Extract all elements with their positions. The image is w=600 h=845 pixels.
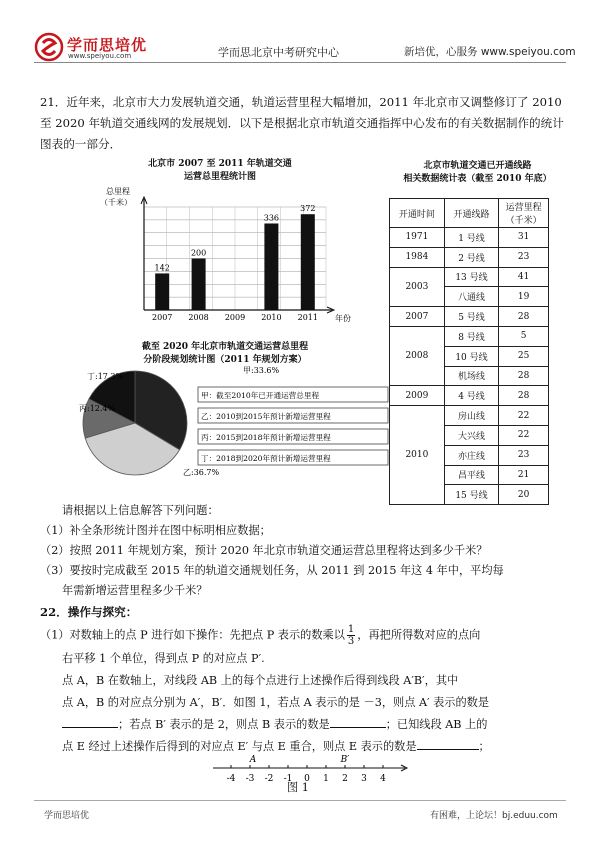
pie-legend-entry: 甲：截至2010年已开通运营总里程 <box>201 391 320 400</box>
answer-blank-1[interactable] <box>62 727 118 728</box>
pie-legend-entry: 乙：2010到2015年预计新增运营里程 <box>201 412 331 421</box>
footer-divider <box>34 800 566 801</box>
q21-intro: 21．近年来，北京市大力发展轨道交通，轨道运营里程大幅增加，2011 年北京市又调整修订了 2010 至 2020 年轨道交通线网的发展规划．以下是根据北京市轨道交通指挥中心发布的有关数据制作的统计图表的一部分． <box>40 95 564 151</box>
number-line-tick-label: 0 <box>304 774 310 784</box>
table-cell-year: 2003 <box>390 267 445 307</box>
table-cell-km: 41 <box>499 267 549 287</box>
pie-legend-entry: 丁：2018到2020年预计新增运营里程 <box>201 454 331 463</box>
q21-sub1: （1）补全条形统计图并在图中标明相应数据； <box>40 524 271 537</box>
table-header-km <box>499 199 549 228</box>
pie-chart-title-line1: 截至 2020 年北京市轨道交通运营总里程 <box>141 342 309 352</box>
table-cell-line: 4 号线 <box>444 386 498 406</box>
table-header-year: 开通时间 <box>390 199 445 228</box>
pie-slice-label: 丁:17.3% <box>87 372 124 381</box>
answer-blank-3[interactable] <box>417 749 479 750</box>
q21-sub2: （2）按照 2011 年规划方案，预计 2020 年北京市轨道交通运营总里程将达到多少千米？ <box>40 544 488 557</box>
number-line-tick-label: -2 <box>264 774 274 784</box>
table-cell-line: 15 号线 <box>444 485 498 505</box>
pie-slice-label: 甲:33.6% <box>243 366 280 375</box>
table-row <box>390 267 549 287</box>
number-line-tick-label: -4 <box>226 774 236 784</box>
table-cell-line: 8 号线 <box>444 326 498 346</box>
table-cell-line: 昌平线 <box>444 465 498 485</box>
bar-chart-title <box>120 158 320 184</box>
table-row <box>390 307 549 327</box>
pie-chart-slices <box>83 371 187 475</box>
figure-caption: 图 1 <box>287 781 309 794</box>
lines-table <box>389 198 549 505</box>
q21-sub3-line1: （3）要按时完成截至 2015 年的轨道交通规划任务，从 2011 到 2015 年这 4 年中，平均每 <box>40 564 504 577</box>
table-cell-year: 2009 <box>390 386 445 406</box>
table-cell-line: 2 号线 <box>444 247 498 267</box>
q21-prompt: 请根据以上信息解答下列问题： <box>62 504 219 517</box>
pie-legend-entry: 丙：2015到2018年预计新增运营里程 <box>201 433 331 442</box>
bar-chart-title-line2: 运营总里程统计图 <box>183 172 256 182</box>
bar-chart-title-line1: 北京市 2007 至 2011 年轨道交通 <box>148 159 292 169</box>
number-line-tick-label: -1 <box>283 774 293 784</box>
bar-xlabel: 年份 <box>335 314 351 323</box>
brand-logo <box>34 30 184 64</box>
table-header-km-line2: （千米） <box>505 216 542 226</box>
header-divider <box>34 62 566 63</box>
bar-2008 <box>192 259 206 311</box>
table-cell-km: 5 <box>499 326 549 346</box>
q22-line6-text: 点 E 经过上述操作后得到的对应点 E′ 与点 E 重合，则点 E 表示的数是 <box>62 740 417 753</box>
table-cell-km: 28 <box>499 386 549 406</box>
number-line-tick-label: 1 <box>323 774 329 784</box>
bar-chart-grid <box>144 207 326 310</box>
bar-value-label: 142 <box>154 263 170 273</box>
table-cell-line: 机场线 <box>444 366 498 386</box>
answer-blank-2[interactable] <box>330 727 386 728</box>
table-cell-year: 2007 <box>390 307 445 327</box>
table-cell-km: 31 <box>499 228 549 248</box>
brand-name: 学而思培优 <box>67 36 148 54</box>
q22-line1-b: ，再把所得数对应的点向 <box>357 628 481 642</box>
bar-category-label: 2011 <box>297 313 318 322</box>
pie-slice-label: 丙:12.4% <box>79 404 116 413</box>
table-cell-line: 房山线 <box>444 406 498 426</box>
pie-slice-label: 乙:36.7% <box>183 468 220 477</box>
header-center-text: 学而思北京中考研究中心 <box>218 46 339 59</box>
table-header-row <box>390 199 549 228</box>
bar-category-label: 2008 <box>188 313 209 322</box>
table-cell-km: 23 <box>499 247 549 267</box>
table-row <box>390 326 549 346</box>
pie-chart-legend <box>198 387 388 465</box>
bar-ylabel-line2: （千米） <box>100 198 132 207</box>
q22-line4: 点 A，B 的对应点分别为 A′，B′．如图 1，若点 A 表示的是 －3，则点 A′ 表示的数是 <box>62 696 490 709</box>
table-cell-km: 28 <box>499 307 549 327</box>
pie-chart <box>60 365 390 485</box>
table-row <box>390 406 549 426</box>
table-cell-year: 1971 <box>390 228 445 248</box>
table-row <box>390 247 549 267</box>
number-line-tick-label: -3 <box>245 774 255 784</box>
footer-left: 学而思培优 <box>44 811 90 821</box>
number-line-tick-label: 2 <box>342 774 348 784</box>
bar-value-label: 372 <box>300 204 316 214</box>
table-cell-year: 2008 <box>390 326 445 385</box>
table-cell-km: 25 <box>499 346 549 366</box>
table-row <box>390 386 549 406</box>
brand-logo-icon <box>34 32 64 62</box>
q22-line5-a: ；若点 B′ 表示的是 2，则点 B 表示的数是 <box>118 718 330 731</box>
table-title-line2: 相关数据统计表（截至 2010 年底） <box>403 174 552 184</box>
number-line-tick-label: 4 <box>380 774 386 784</box>
fraction-one-third <box>347 624 355 647</box>
table-cell-year: 1984 <box>390 247 445 267</box>
table-cell-line: 大兴线 <box>444 425 498 445</box>
table-header-km-line1: 运营里程 <box>505 203 542 213</box>
pie-chart-title-line2: 分阶段规划统计图（2011 年规划方案） <box>143 355 307 365</box>
page-header <box>0 0 600 70</box>
bar-2011 <box>301 214 315 310</box>
header-right-text: 新培优，心服务 www.speiyou.com <box>404 46 576 58</box>
q22-line5-b: ；已知线段 AB 上的 <box>385 718 488 731</box>
q22-line3: 点 A，B 在数轴上，对线段 AB 上的每个点进行上述操作后得到线段 A′B′，其中 <box>62 674 459 687</box>
q22-line1-a: （1）对数轴上的点 P 进行如下操作：先把点 P 表示的数乘以 <box>40 628 345 642</box>
table-cell-line: 5 号线 <box>444 307 498 327</box>
brand-url: www.speiyou.com <box>68 52 132 60</box>
number-line-tick-label: 3 <box>361 774 367 784</box>
bar-value-label: 200 <box>190 248 207 258</box>
q22-line6-end: ； <box>478 740 490 753</box>
table-body <box>390 228 549 505</box>
table-cell-km: 22 <box>499 406 549 426</box>
bar-category-label: 2009 <box>224 313 246 322</box>
table-header-line: 开通线路 <box>444 199 498 228</box>
pie-chart-title <box>105 341 345 367</box>
q22-line5 <box>62 714 487 735</box>
point-b-prime-label: B′ <box>340 755 350 765</box>
table-title <box>385 160 570 186</box>
q21-sub3-line2: 年需新增运营里程多少千米？ <box>62 584 208 597</box>
bar-2007 <box>155 273 169 310</box>
table-cell-km: 20 <box>499 485 549 505</box>
bar-2010 <box>264 223 278 310</box>
table-title-line1: 北京市轨道交通已开通线路 <box>423 161 532 171</box>
q22-line1 <box>40 624 480 647</box>
table-cell-line: 13 号线 <box>444 267 498 287</box>
fraction-denominator: 3 <box>347 636 355 647</box>
table-cell-km: 19 <box>499 287 549 307</box>
bar-ylabel-line1: 总里程 <box>106 187 130 196</box>
table-row <box>390 228 549 248</box>
table-cell-line: 1 号线 <box>444 228 498 248</box>
table-cell-line: 八通线 <box>444 287 498 307</box>
table-cell-km: 21 <box>499 465 549 485</box>
table-cell-year: 2010 <box>390 406 445 505</box>
bar-category-label: 2007 <box>152 313 173 322</box>
bar-category-label: 2010 <box>261 313 282 322</box>
fraction-numerator: 1 <box>347 624 355 635</box>
point-a-label: A <box>249 755 257 765</box>
table-cell-km: 28 <box>499 366 549 386</box>
bar-chart <box>100 185 360 325</box>
footer-right: 有困难，上论坛！bj.eduu.com <box>430 811 558 821</box>
q22-line2: 右平移 1 个单位，得到点 P 的对应点 P′. <box>62 652 265 665</box>
table-cell-km: 22 <box>499 425 549 445</box>
bar-value-label: 336 <box>263 213 280 223</box>
table-cell-line: 亦庄线 <box>444 445 498 465</box>
number-line <box>205 754 415 788</box>
table-cell-line: 10 号线 <box>444 346 498 366</box>
q22-title: 22．操作与探究： <box>40 605 138 619</box>
table-cell-km: 23 <box>499 445 549 465</box>
